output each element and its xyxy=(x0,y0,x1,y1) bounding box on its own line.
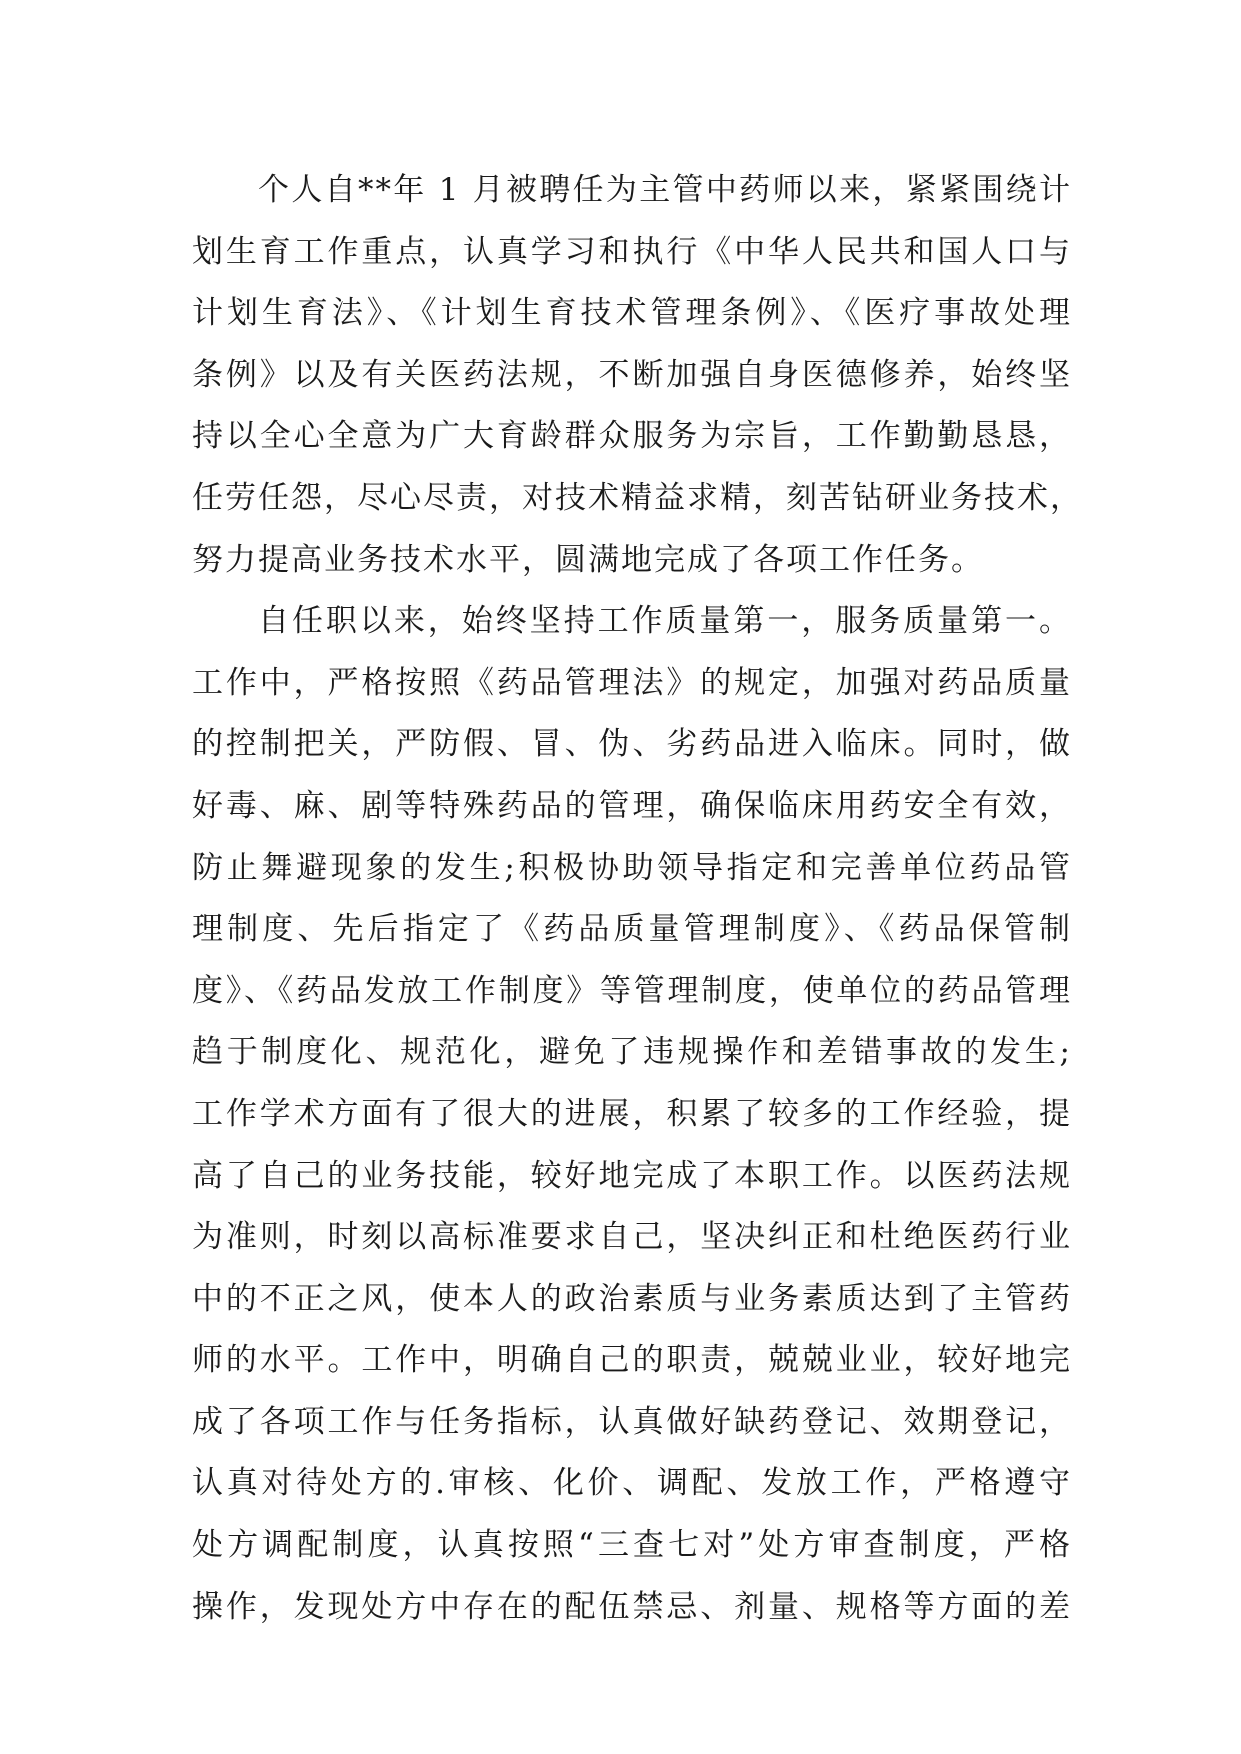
text-line: 的控制把关，严防假、冒、伪、劣药品进入临床。同时，做 xyxy=(192,726,1072,763)
text-line: 持以全心全意为广大育龄群众服务为宗旨，工作勤勤恳恳， xyxy=(192,418,1072,455)
text-line: 工作中，严格按照《药品管理法》的规定，加强对药品质量 xyxy=(192,664,1072,701)
text-line: 计划生育法》、《计划生育技术管理条例》、《医疗事故处理 xyxy=(192,295,1072,332)
document-body xyxy=(192,160,1083,1638)
text-line: 个人自**年 1 月被聘任为主管中药师以来，紧紧围绕计 xyxy=(258,172,1072,208)
text-line: 高了自己的业务技能，较好地完成了本职工作。以医药法规 xyxy=(192,1157,1072,1194)
text-line: 度》、《药品发放工作制度》等管理制度，使单位的药品管理 xyxy=(192,972,1072,1009)
text-line: 条例》以及有关医药法规，不断加强自身医德修养，始终坚 xyxy=(192,356,1072,393)
text-line: 操作，发现处方中存在的配伍禁忌、剂量、规格等方面的差 xyxy=(192,1588,1072,1625)
text-line: 为准则，时刻以高标准要求自己，坚决纠正和杜绝医药行业 xyxy=(192,1219,1072,1256)
text-line: 中的不正之风，使本人的政治素质与业务素质达到了主管药 xyxy=(192,1280,1072,1317)
text-line: 成了各项工作与任务指标，认真做好缺药登记、效期登记， xyxy=(192,1403,1072,1440)
text-line: 自任职以来，始终坚持工作质量第一，服务质量第一。 xyxy=(258,603,1072,640)
text-line: 处方调配制度，认真按照“三查七对”处方审查制度，严格 xyxy=(192,1527,1072,1564)
text-line: 划生育工作重点，认真学习和执行《中华人民共和国人口与 xyxy=(192,233,1072,270)
text-line: 认真对待处方的.审核、化价、调配、发放工作，严格遵守 xyxy=(192,1465,1072,1502)
text-line: 任劳任怨，尽心尽责，对技术精益求精，刻苦钻研业务技术， xyxy=(192,479,1083,516)
text-line: 师的水平。工作中，明确自己的职责，兢兢业业，较好地完 xyxy=(192,1342,1072,1379)
paragraph-2 xyxy=(192,591,1072,1638)
text-line: 努力提高业务技术水平，圆满地完成了各项工作任务。 xyxy=(192,541,984,578)
text-line: 理制度、先后指定了《药品质量管理制度》、《药品保管制 xyxy=(192,911,1072,948)
text-line: 工作学术方面有了很大的进展，积累了较多的工作经验，提 xyxy=(192,1095,1072,1132)
text-line: 趋于制度化、规范化，避免了违规操作和差错事故的发生; xyxy=(192,1034,1072,1071)
paragraph-1 xyxy=(192,160,1083,591)
text-line: 防止舞避现象的发生;积极协助领导指定和完善单位药品管 xyxy=(192,849,1072,886)
text-line: 好毒、麻、剧等特殊药品的管理，确保临床用药安全有效， xyxy=(192,787,1072,824)
